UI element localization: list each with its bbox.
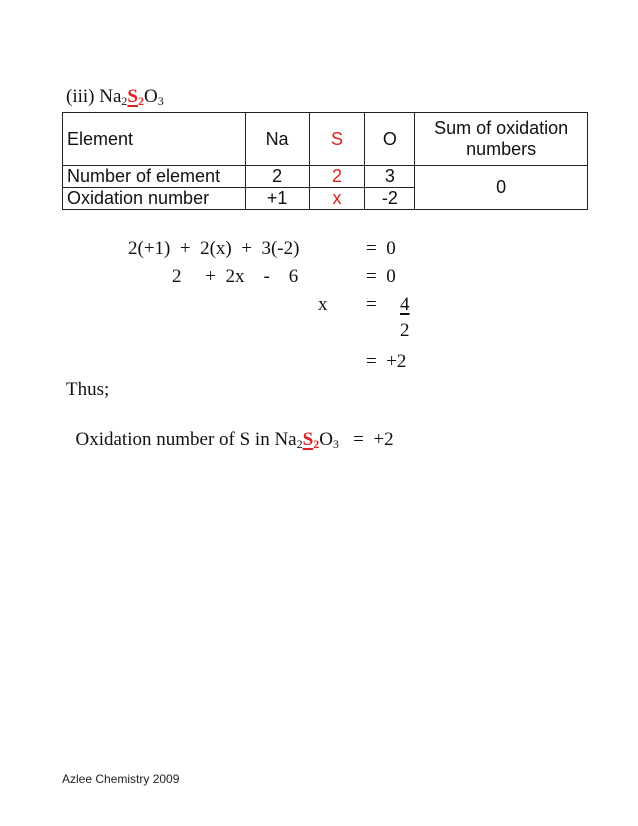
row-o-value: 3 [365, 166, 415, 188]
work-line-3-eq: = [366, 294, 377, 315]
conclusion-prefix: Oxidation number of S in Na [75, 429, 297, 450]
conclusion-line [66, 407, 394, 451]
page-footer: Azlee Chemistry 2009 [62, 772, 180, 786]
sum-value: 0 [415, 166, 588, 210]
compound-heading [66, 86, 164, 108]
heading-prefix: (iii) Na [66, 86, 122, 107]
fraction-numerator: 4 [400, 294, 410, 315]
header-sum-line2: numbers [466, 139, 537, 159]
row-na-value: +1 [245, 188, 309, 210]
heading-sub-o: 3 [157, 94, 164, 108]
heading-sulfur: S [127, 86, 138, 107]
thus-label: Thus; [66, 379, 110, 400]
row-s-value: 2 [309, 166, 365, 188]
table-header-row [63, 113, 588, 166]
heading-sub-s: 2 [137, 94, 144, 108]
work-line-3-lhs: x [318, 294, 328, 315]
header-na: Na [245, 113, 309, 166]
conclusion-oxygen: O [319, 429, 333, 450]
row-o-value: -2 [365, 188, 415, 210]
conclusion-sulfur: S [302, 429, 314, 450]
conclusion-result: = +2 [338, 429, 394, 450]
heading-sub-na: 2 [121, 94, 128, 108]
table-row [63, 166, 588, 188]
conclusion-sub-na: 2 [296, 437, 303, 451]
conclusion-sub-o: 3 [332, 437, 339, 451]
row-na-value: 2 [245, 166, 309, 188]
row-s-value: x [309, 188, 365, 210]
work-line-1-rhs: = 0 [366, 238, 396, 259]
header-sum-line1: Sum of oxidation [434, 118, 569, 138]
header-o: O [365, 113, 415, 166]
heading-oxygen: O [143, 86, 158, 107]
row-label: Oxidation number [63, 188, 246, 210]
work-line-2-rhs: = 0 [366, 266, 396, 287]
row-label: Number of element [63, 166, 246, 188]
header-sum [415, 113, 588, 166]
conclusion-sub-s: 2 [313, 437, 320, 451]
work-line-4: = +2 [366, 351, 407, 372]
fraction-denominator: 2 [400, 320, 410, 341]
header-s: S [309, 113, 365, 166]
work-line-1-lhs: 2(+1) + 2(x) + 3(-2) [128, 238, 300, 259]
oxidation-table [62, 112, 588, 210]
work-line-2-lhs: 2 + 2x - 6 [172, 266, 299, 287]
header-element: Element [63, 113, 246, 166]
